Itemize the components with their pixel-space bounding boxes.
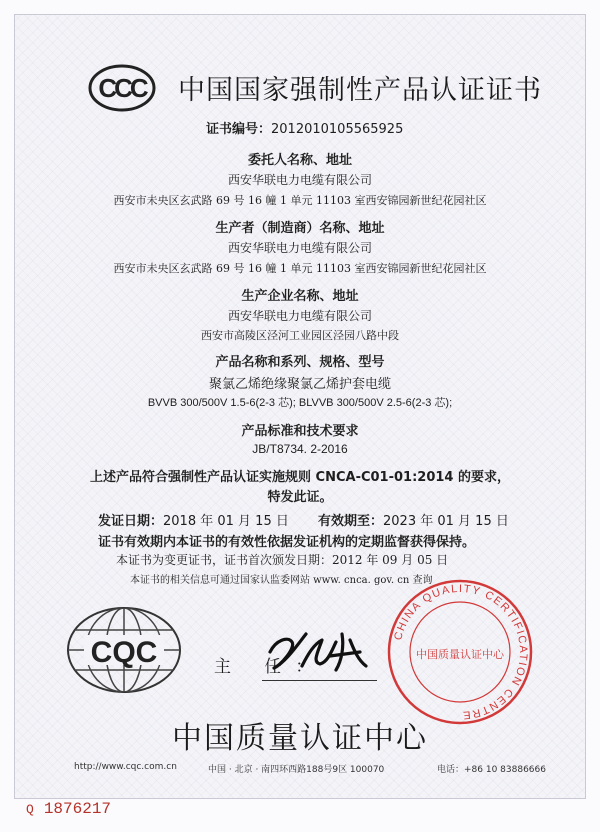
serial-number-line [26, 800, 111, 818]
footer-phone: 电话：+86 10 83886666 [437, 765, 546, 775]
applicant-address: 西安市未央区玄武路 69 号 16 幢 1 单元 11103 室西安锦园新世纪花园社区 [113, 194, 487, 207]
certificate-number-label: 证书编号： [206, 122, 272, 137]
manufacturer-label: 生产者（制造商）名称、地址 [215, 221, 385, 236]
serial-prefix: Q [26, 802, 34, 817]
expiry-date-label: 有效期至： [318, 514, 384, 529]
product-name: 聚氯乙烯绝缘聚氯乙烯护套电缆 [208, 377, 391, 392]
expiry-date-line [318, 510, 509, 529]
expiry-date: 2023 年 01 月 15 日 [383, 514, 509, 529]
product-models: BVVB 300/500V 1.5-6(2-3 芯); BLVVB 300/500V 2.5-6(2-3 芯); [147, 397, 453, 409]
change-note: 本证书为变更证书，证书首次颁发日期：2012 年 09 月 05 日 [116, 553, 449, 567]
issuer-name: 中国质量认证中心 [172, 721, 428, 756]
manufacturer-address: 西安市未央区玄武路 69 号 16 幢 1 单元 11103 室西安锦园新世纪花园社区 [113, 262, 487, 275]
serial-number: 1876217 [43, 800, 112, 818]
factory-name: 西安华联电力电缆有限公司 [227, 309, 372, 323]
product-label: 产品名称和系列、规格、型号 [215, 355, 385, 370]
factory-address: 西安市高陵区泾河工业园区泾园八路中段 [201, 329, 399, 342]
validity-note: 证书有效期内本证书的有效性依据发证机构的定期监督获得保持。 [98, 535, 476, 550]
issue-date-line [98, 510, 289, 529]
issue-date: 2018 年 01 月 15 日 [163, 514, 289, 529]
signature-line [262, 680, 377, 681]
cqc-logo [64, 605, 184, 695]
standard-label: 产品标准和技术要求 [241, 424, 359, 439]
manufacturer-name: 西安华联电力电缆有限公司 [227, 241, 372, 255]
footer-website[interactable]: http://www.cqc.com.cn [74, 762, 177, 772]
director-label: 主 任： [214, 657, 327, 677]
seal-inner-text: 中国质量认证中心 [416, 648, 504, 661]
seal-outer-text: CHINA QUALITY CERTIFICATION CENTRE [392, 582, 530, 722]
statement-line1: 上述产品符合强制性产品认证实施规则 CNCA-C01-01:2014 的要求， [90, 470, 510, 485]
footer-address: 中国 · 北京 · 南四环西路188号9区 100070 [208, 765, 385, 775]
ccc-logo [88, 64, 156, 112]
factory-label: 生产企业名称、地址 [241, 289, 359, 304]
director-signature [262, 622, 372, 678]
applicant-label: 委托人名称、地址 [247, 153, 352, 168]
ccc-logo-text: CCC [98, 73, 146, 103]
cqc-logo-text: CQC [90, 636, 158, 669]
cqc-seal [386, 578, 534, 726]
standard-value: JB/T8734. 2-2016 [252, 442, 348, 456]
applicant-name: 西安华联电力电缆有限公司 [227, 173, 372, 187]
certificate-number: 2012010105565925 [271, 122, 404, 137]
issue-date-label: 发证日期： [98, 514, 164, 529]
query-note: 本证书的相关信息可通过国家认监委网站 www. cnca. gov. cn 查询 [130, 575, 433, 586]
certificate-number-line [206, 118, 403, 137]
certificate-title: 中国国家强制性产品认证证书 [178, 75, 542, 106]
statement-line2: 特发此证。 [267, 490, 333, 505]
